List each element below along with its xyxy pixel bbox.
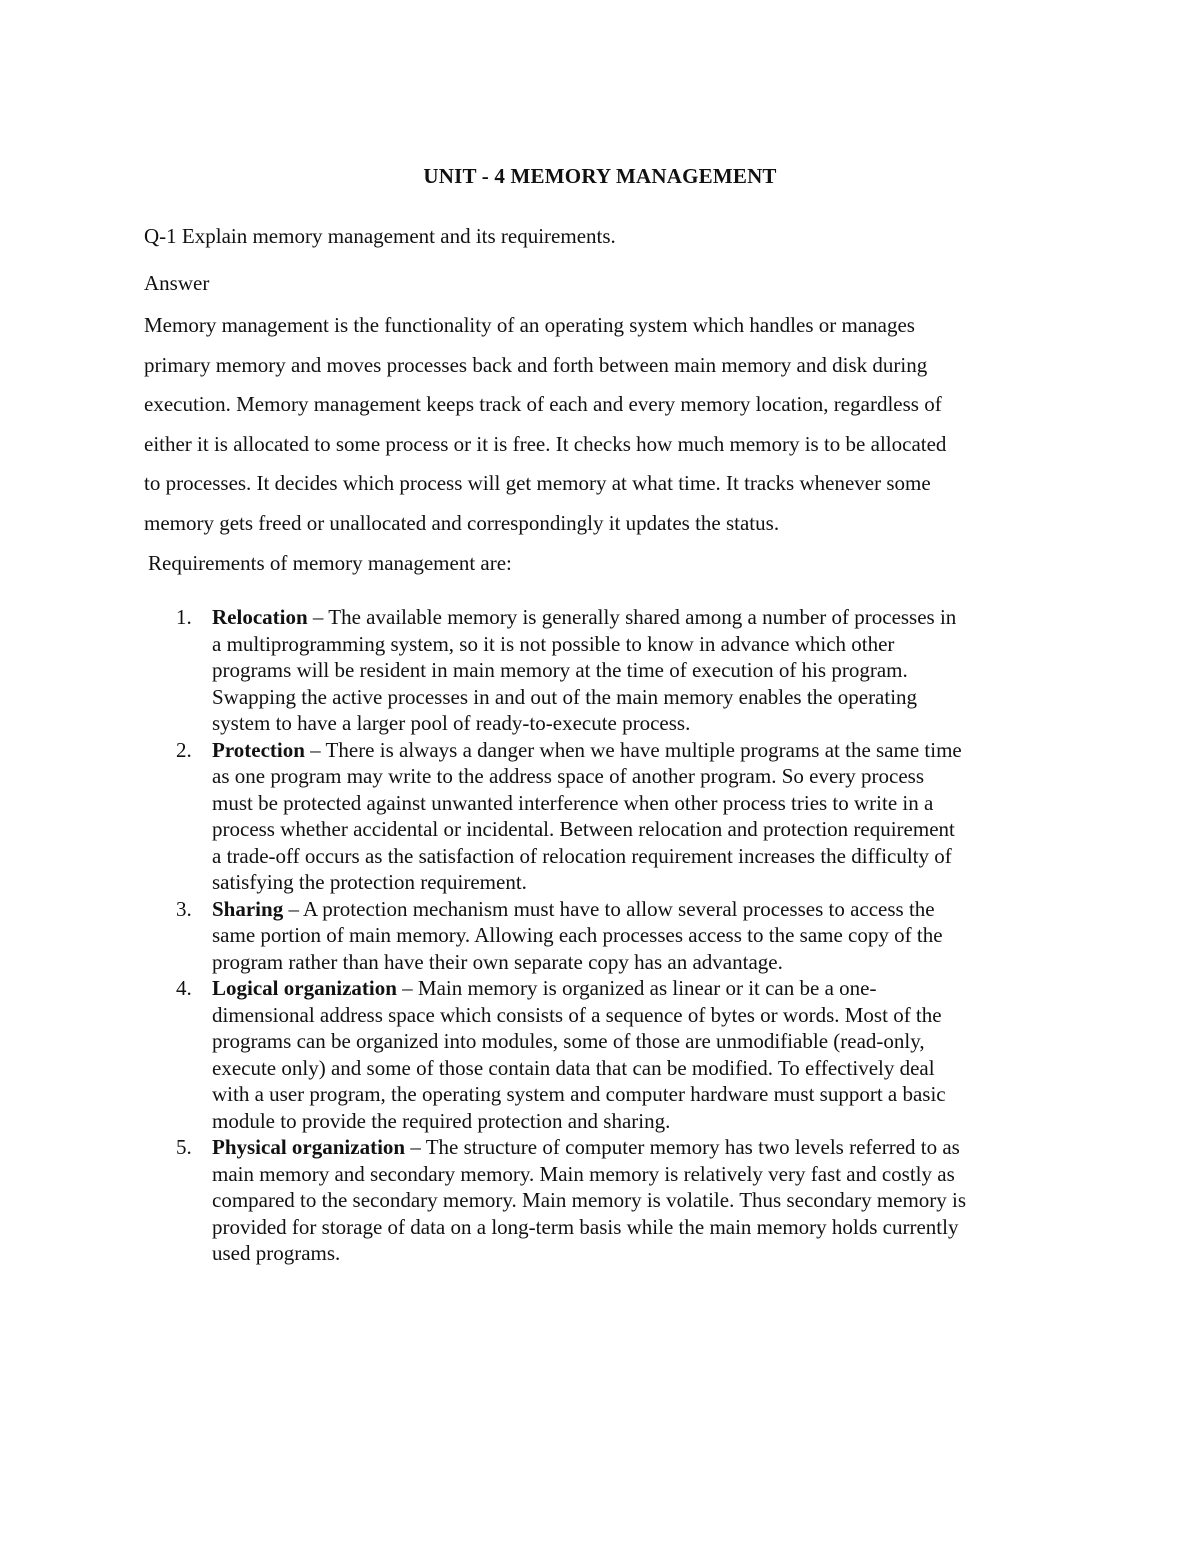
requirement-line: a trade-off occurs as the satisfaction of relocation requirement increases the difficulty of [212, 843, 952, 868]
requirements-intro: Requirements of memory management are: [148, 551, 512, 575]
requirement-line: a multiprogramming system, so it is not possible to know in advance which other [212, 631, 895, 656]
requirement-line: program rather than have their own separate copy has an advantage. [212, 949, 783, 974]
requirement-line [212, 737, 1072, 764]
requirement-line: with a user program, the operating system and computer hardware must support a basic [212, 1082, 946, 1106]
requirement-text [212, 604, 1072, 737]
requirement-line-text: – Main memory is organized as linear or it can be a one- [396, 976, 877, 1000]
requirement-item-relocation [0, 604, 1200, 737]
requirement-text [212, 1134, 1072, 1267]
requirement-item-sharing [0, 896, 1200, 976]
requirement-term: Physical organization [212, 1135, 406, 1159]
answer-line: execution. Memory management keeps track of each and every memory location, regardless of [144, 392, 942, 417]
requirement-line: compared to the secondary memory. Main memory is volatile. Thus secondary memory is [212, 1188, 967, 1212]
question-heading: Q-1 Explain memory management and its requirements. [144, 224, 616, 248]
answer-line: either it is allocated to some process or it is free. It checks how much memory is to be allocated [144, 431, 947, 456]
requirement-term: Protection [212, 737, 305, 762]
list-number: 4. [176, 976, 192, 1000]
answer-paragraph [144, 306, 1064, 544]
requirement-term: Relocation [212, 605, 308, 629]
requirements-list [0, 604, 1200, 1267]
requirement-line: Swapping the active processes in and out of the main memory enables the operating [212, 684, 918, 709]
requirement-line: provided for storage of data on a long-term basis while the main memory holds currently [212, 1214, 959, 1239]
requirement-line-text: – A protection mechanism must have to allow several processes to access the [283, 896, 935, 921]
requirement-text [212, 737, 1072, 896]
requirement-line: satisfying the protection requirement. [212, 870, 527, 894]
requirement-line: execute only) and some of those contain data that can be modified. To effectively deal [212, 1055, 935, 1080]
requirement-line: system to have a larger pool of ready-to-execute process. [212, 711, 691, 735]
requirement-item-logical-organization [0, 975, 1200, 1134]
list-number: 3. [176, 896, 192, 921]
requirement-line: must be protected against unwanted interference when other process tries to write in a [212, 790, 934, 815]
requirement-text [212, 975, 1072, 1134]
requirement-line [212, 604, 1072, 631]
requirement-line [212, 896, 1072, 923]
requirement-line: programs will be resident in main memory at the time of execution of his program. [212, 658, 908, 682]
list-number: 1. [176, 605, 192, 629]
requirement-line [212, 975, 1072, 1002]
requirement-line: dimensional address space which consists of a sequence of bytes or words. Most of the [212, 1002, 942, 1027]
page-title: UNIT - 4 MEMORY MANAGEMENT [423, 164, 777, 188]
answer-label: Answer [144, 271, 210, 295]
requirement-line [212, 1134, 1072, 1161]
requirement-line: as one program may write to the address space of another program. So every process [212, 764, 925, 788]
answer-line: memory gets freed or unallocated and correspondingly it updates the status. [144, 510, 780, 535]
requirement-line: main memory and secondary memory. Main memory is relatively very fast and costly as [212, 1161, 955, 1186]
requirement-item-protection [0, 737, 1200, 896]
requirement-line: process whether accidental or incidental. Between relocation and protection requirement [212, 817, 955, 841]
list-number: 2. [176, 737, 192, 762]
requirement-text [212, 896, 1072, 976]
requirement-line: programs can be organized into modules, some of those are unmodifiable (read-only, [212, 1029, 925, 1053]
requirement-line-text: – The available memory is generally shared among a number of processes in [307, 605, 957, 629]
requirement-item-physical-organization [0, 1134, 1200, 1267]
requirement-line: used programs. [212, 1241, 341, 1265]
answer-line: primary memory and moves processes back and forth between main memory and disk during [144, 352, 928, 377]
requirement-term: Sharing [212, 896, 284, 921]
requirement-line-text: – There is always a danger when we have multiple programs at the same time [304, 737, 962, 762]
requirement-line: same portion of main memory. Allowing each processes access to the same copy of the [212, 923, 943, 947]
answer-line: to processes. It decides which process will get memory at what time. It tracks whenever some [144, 471, 931, 496]
answer-line: Memory management is the functionality of an operating system which handles or manages [144, 313, 915, 337]
requirement-line: module to provide the required protection and sharing. [212, 1108, 671, 1133]
list-number: 5. [176, 1135, 192, 1159]
requirement-line-text: – The structure of computer memory has two levels referred to as [405, 1135, 960, 1159]
requirement-term: Logical organization [212, 976, 397, 1000]
